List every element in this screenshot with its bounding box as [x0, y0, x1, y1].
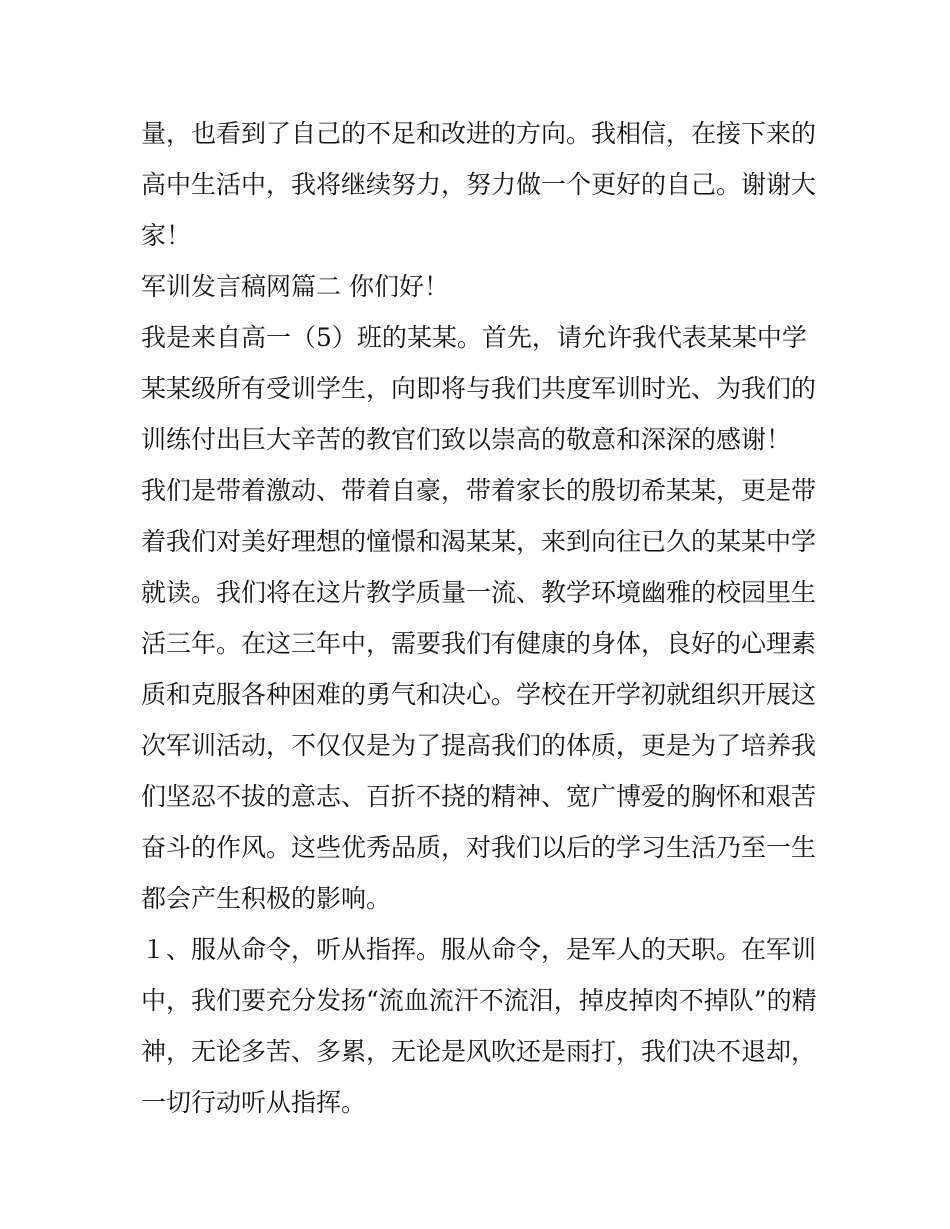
text-line: 我是来自高一（5）班的某某。首先，请允许我代表某某中学: [141, 323, 807, 352]
text-line: 神，无论多苦、多累，无论是风吹还是雨打，我们决不退却，: [141, 1037, 817, 1066]
text-line: 都会产生积极的影响。: [141, 884, 392, 913]
text-line: 训练付出巨大辛苦的教官们致以崇高的敬意和深深的感谢！: [141, 425, 792, 454]
text-line: 量，也看到了自己的不足和改进的方向。我相信，在接下来的: [141, 119, 817, 148]
text-line: １、服从命令，听从指挥。服从命令，是军人的天职。在军训: [141, 935, 817, 964]
text-line: 高中生活中，我将继续努力，努力做一个更好的自己。谢谢大: [141, 170, 817, 199]
text-line: 我们是带着激动、带着自豪，带着家长的殷切希某某，更是带: [141, 476, 817, 505]
text-line: 就读。我们将在这片教学质量一流、教学环境幽雅的校园里生: [141, 578, 817, 607]
speech-text: [141, 108, 821, 1128]
text-line: 一切行动听从指挥。: [141, 1088, 367, 1117]
text-line: 奋斗的作风。这些优秀品质，对我们以后的学习生活乃至一生: [141, 833, 817, 862]
text-line: 次军训活动，不仅仅是为了提高我们的体质，更是为了培养我: [141, 731, 817, 760]
text-line: 活三年。在这三年中，需要我们有健康的身体，良好的心理素: [141, 629, 817, 658]
text-line: 家！: [141, 221, 192, 250]
text-line: 某某级所有受训学生，向即将与我们共度军训时光、为我们的: [141, 374, 817, 403]
section-heading: 军训发言稿网篇二 你们好！: [141, 272, 449, 301]
text-line: 质和克服各种困难的勇气和决心。学校在开学初就组织开展这: [141, 680, 817, 709]
text-line: 着我们对美好理想的憧憬和渴某某，来到向往已久的某某中学: [141, 527, 817, 556]
text-line: 中，我们要充分发扬“流血流汗不流泪，掉皮掉肉不掉队”的精: [141, 986, 817, 1015]
text-line: 们坚忍不拔的意志、百折不挠的精神、宽广博爱的胸怀和艰苦: [141, 782, 817, 811]
